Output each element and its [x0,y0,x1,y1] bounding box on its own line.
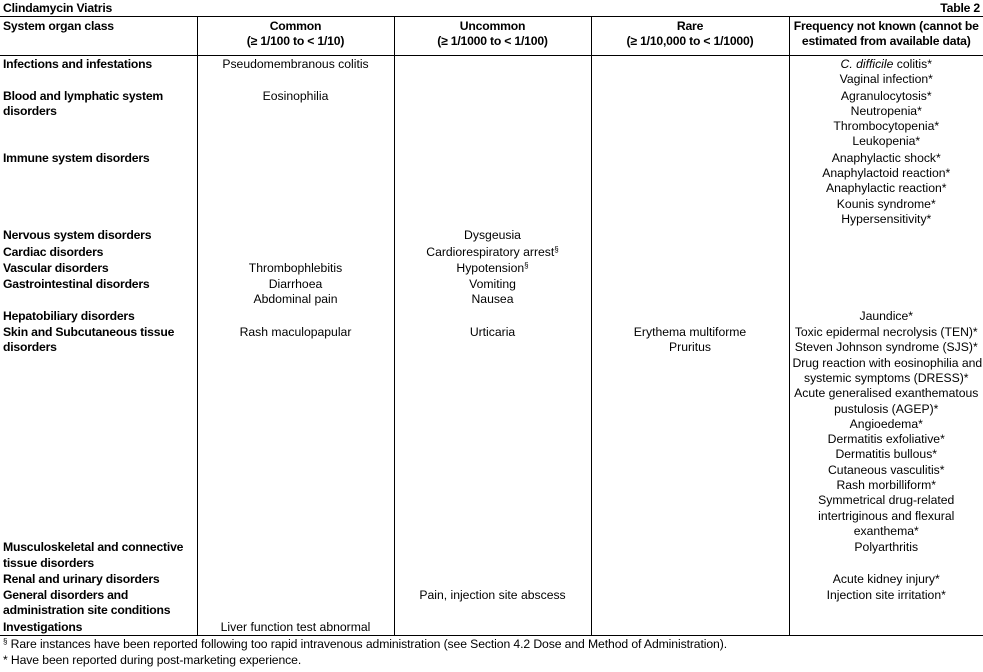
frequency-unknown-reactions-cell [789,227,983,243]
reaction-text: Agranulocytosis* [840,88,932,103]
reaction-text: Acute generalised exanthematous [794,386,979,401]
soc-label: disorders [3,340,57,355]
common-reactions-cell [197,88,394,150]
reaction-text: Cardiorespiratory arrest§ [426,244,559,259]
rare-reactions-cell [591,88,789,150]
reaction-text: Thrombophlebitis [248,260,343,275]
reaction-text: Pain, injection site abscess [419,588,566,603]
table-header-row [0,17,983,56]
system-organ-class-cell [0,571,197,587]
table-row [0,260,983,276]
reaction-text: Jaundice* [859,308,914,323]
reaction-text: Cutaneous vasculitis* [827,462,945,477]
frequency-unknown-reactions-cell [789,324,983,539]
rare-reactions-cell [591,324,789,539]
reaction-text: Neutropenia* [850,103,922,118]
footnote-asterisk: * Have been reported during post-marketing experience. [3,653,302,667]
column-header-frequency-unknown: Frequency not known (cannot be estimated from available data) [789,17,983,56]
table-row [0,539,983,571]
reaction-text: Anaphylactic shock* [831,150,941,165]
uncommon-reactions-cell [394,260,591,276]
reaction-text: Nausea [471,292,514,307]
frequency-unknown-reactions-cell [789,619,983,636]
reaction-text: Angioedema* [849,416,923,431]
uncommon-reactions-cell [394,587,591,619]
system-organ-class-cell [0,276,197,308]
rare-reactions-cell [591,244,789,260]
soc-label: Investigations [3,619,83,634]
rare-reactions-cell [591,571,789,587]
table-row [0,324,983,539]
rare-reactions-cell [591,150,789,227]
system-organ-class-cell [0,88,197,150]
system-organ-class-cell [0,587,197,619]
system-organ-class-cell [0,308,197,324]
uncommon-reactions-cell [394,150,591,227]
table-row [0,571,983,587]
column-header-common: Common (≥ 1/100 to < 1/10) [197,17,394,56]
reaction-text: Pruritus [669,340,711,355]
rare-reactions-cell [591,308,789,324]
soc-label: Immune system disorders [3,150,150,165]
reaction-text: Dysgeusia [464,228,521,243]
reaction-text: Hypotension§ [456,260,529,275]
uncommon-reactions-cell [394,539,591,571]
soc-label: Musculoskeletal and connective [3,540,184,555]
table-row [0,619,983,636]
common-reactions-cell [197,260,394,276]
rare-reactions-cell [591,260,789,276]
reaction-text: pustulosis (AGEP)* [834,401,939,416]
common-reactions-cell [197,244,394,260]
system-organ-class-cell [0,260,197,276]
common-reactions-cell [197,227,394,243]
frequency-unknown-reactions-cell [789,587,983,619]
table-label: Table 2 [940,1,980,15]
reaction-text: Symmetrical drug-related [818,493,955,508]
reaction-text: Polyarthritis [854,540,919,555]
soc-label: tissue disorders [3,555,94,570]
soc-label: administration site conditions [3,603,171,618]
system-organ-class-cell [0,324,197,539]
table-row [0,88,983,150]
rare-reactions-cell [591,276,789,308]
rare-reactions-cell [591,227,789,243]
uncommon-reactions-cell [394,324,591,539]
uncommon-reactions-cell [394,571,591,587]
table-row [0,308,983,324]
common-reactions-cell [197,56,394,88]
reaction-text: Liver function test abnormal [220,619,371,634]
reaction-text: Anaphylactoid reaction* [822,166,951,181]
frequency-unknown-reactions-cell [789,88,983,150]
soc-label: Vascular disorders [3,260,109,275]
footnote-section-mark: § Rare instances have been reported following too rapid intravenous administration (see Section 4.2 Dose and Method of Administration). [3,637,727,651]
table-row [0,587,983,619]
frequency-unknown-reactions-cell [789,571,983,587]
rare-reactions-cell [591,56,789,88]
reaction-text: Thrombocytopenia* [833,119,940,134]
reaction-text: Vomiting [469,277,516,292]
soc-label: Skin and Subcutaneous tissue [3,325,175,340]
soc-label: Gastrointestinal disorders [3,277,150,292]
reaction-text: intertriginous and flexural [818,508,955,523]
system-organ-class-cell [0,56,197,88]
reaction-text: C. difficile colitis* [840,57,932,71]
system-organ-class-cell [0,227,197,243]
common-reactions-cell [197,571,394,587]
rare-reactions-cell [591,587,789,619]
reaction-text: Diarrhoea [268,277,323,292]
common-reactions-cell [197,587,394,619]
column-header-soc: System organ class [0,17,197,56]
soc-label: Renal and urinary disorders [3,571,160,586]
system-organ-class-cell [0,244,197,260]
common-reactions-cell [197,308,394,324]
reaction-text: Toxic epidermal necrolysis (TEN)* [794,325,978,340]
common-reactions-cell [197,619,394,636]
system-organ-class-cell [0,619,197,636]
uncommon-reactions-cell [394,244,591,260]
soc-label: Nervous system disorders [3,228,152,243]
reaction-text: Hypersensitivity* [841,211,932,226]
reaction-text: Eosinophilia [262,88,329,103]
uncommon-reactions-cell [394,308,591,324]
reaction-text: Kounis syndrome* [836,196,936,211]
reaction-text: Pseudomembranous colitis [222,57,369,71]
reaction-text: systemic symptoms (DRESS)* [803,370,969,385]
frequency-unknown-reactions-cell [789,308,983,324]
reaction-text: Anaphylactic reaction* [825,181,947,196]
uncommon-reactions-cell [394,276,591,308]
table-row [0,276,983,308]
frequency-unknown-reactions-cell [789,276,983,308]
table-row [0,150,983,227]
table-row [0,56,983,88]
soc-label: General disorders and [3,588,129,603]
reaction-text: Leukopenia* [852,134,921,149]
common-reactions-cell [197,276,394,308]
reaction-text: Rash morbilliform* [836,478,937,493]
frequency-unknown-reactions-cell [789,56,983,88]
reaction-text: Steven Johnson syndrome (SJS)* [794,340,978,355]
soc-label: Infections and infestations [3,57,152,71]
reaction-text: Vaginal infection* [839,72,933,87]
reaction-text: Dermatitis exfoliative* [827,432,945,447]
reaction-text: Acute kidney injury* [832,571,940,586]
title-bar [0,0,983,17]
reaction-text: Erythema multiforme [633,325,747,340]
soc-label: Cardiac disorders [3,244,104,259]
table-row [0,227,983,243]
table-body [0,56,983,636]
rare-reactions-cell [591,619,789,636]
frequency-unknown-reactions-cell [789,539,983,571]
reaction-text: Drug reaction with eosinophilia and [792,355,983,370]
frequency-unknown-reactions-cell [789,260,983,276]
column-header-rare: Rare (≥ 1/10,000 to < 1/1000) [591,17,789,56]
table-row [0,244,983,260]
common-reactions-cell [197,324,394,539]
reaction-text: Injection site irritation* [826,588,946,603]
adverse-reactions-table [0,17,983,636]
reaction-text: Urticaria [469,325,516,340]
product-title: Clindamycin Viatris [3,1,113,15]
soc-label: Blood and lymphatic system [3,88,164,103]
footnotes [3,636,978,668]
common-reactions-cell [197,150,394,227]
uncommon-reactions-cell [394,227,591,243]
system-organ-class-cell [0,150,197,227]
uncommon-reactions-cell [394,619,591,636]
reaction-text: Abdominal pain [253,292,338,307]
column-header-uncommon: Uncommon (≥ 1/1000 to < 1/100) [394,17,591,56]
uncommon-reactions-cell [394,88,591,150]
rare-reactions-cell [591,539,789,571]
soc-label: Hepatobiliary disorders [3,308,135,323]
soc-label: disorders [3,103,57,118]
system-organ-class-cell [0,539,197,571]
uncommon-reactions-cell [394,56,591,88]
common-reactions-cell [197,539,394,571]
reaction-text: Rash maculopapular [239,325,352,340]
reaction-text: Dermatitis bullous* [835,447,938,462]
reaction-text: exanthema* [853,523,919,538]
frequency-unknown-reactions-cell [789,244,983,260]
frequency-unknown-reactions-cell [789,150,983,227]
